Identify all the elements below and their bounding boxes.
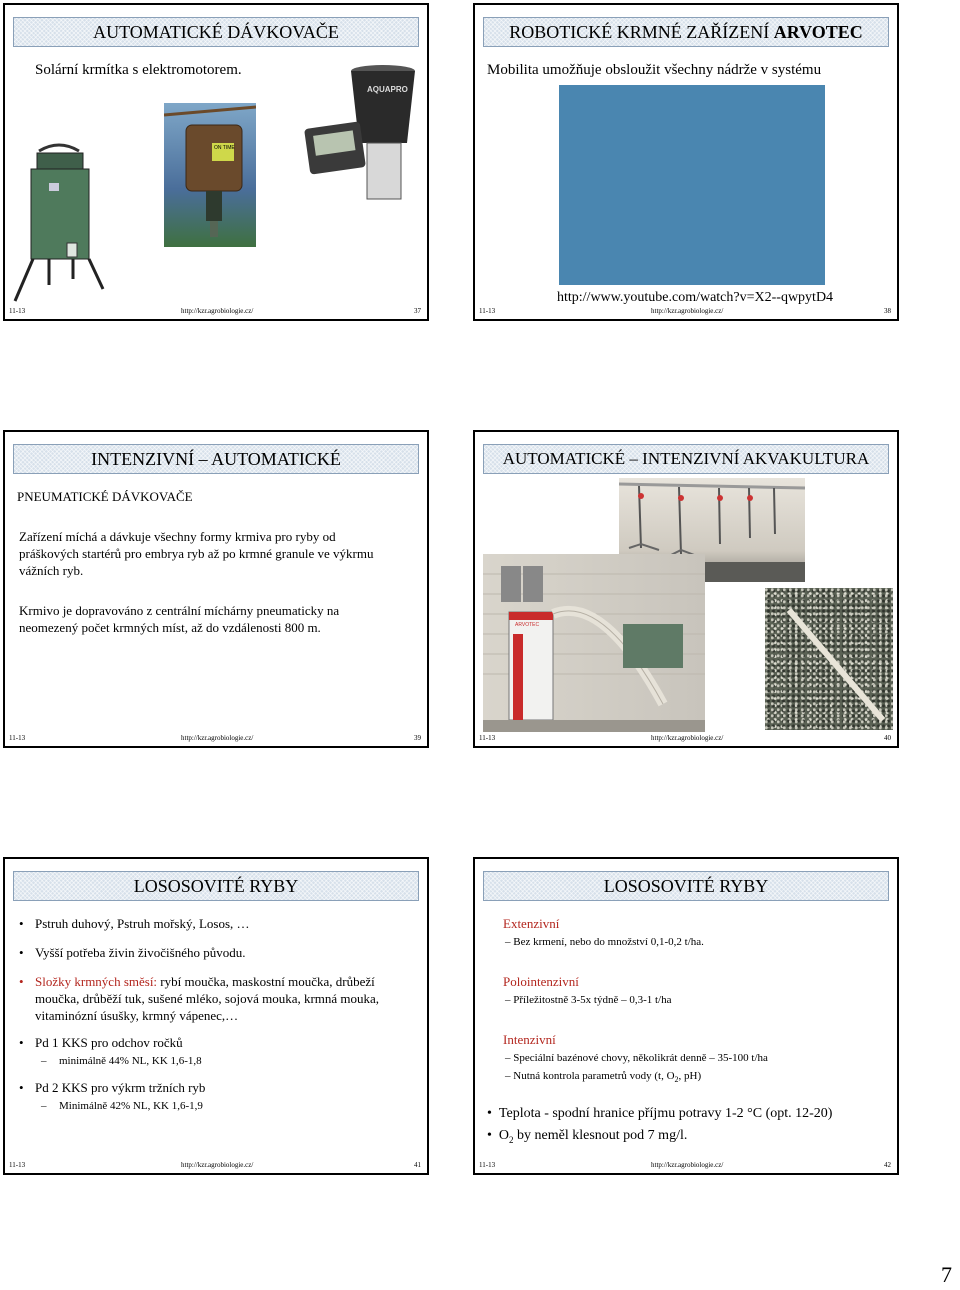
sub-list-item: – Minimálně 42% NL, KK 1,6-1,9 (41, 1100, 203, 1112)
footer-date: 11-13 (9, 734, 26, 742)
list-item: • Pd 2 KKS pro výkrm tržních ryb – Minimálně 42% NL, KK 1,6-1,9 (15, 1079, 421, 1114)
slide-title (483, 17, 889, 47)
section-heading: PNEUMATICKÉ DÁVKOVAČE (17, 489, 193, 504)
footer-url[interactable]: http://kzr.agrobiologie.cz/ (651, 1161, 724, 1169)
bullet-list (15, 915, 421, 1114)
footer-url[interactable]: http://kzr.agrobiologie.cz/ (651, 307, 724, 315)
sub-extenzivni: – Bez krmení, nebo do množství 0,1-0,2 t/ha. (505, 936, 704, 948)
slide-title-brand: ARVOTEC (773, 22, 863, 42)
footer-url[interactable]: http://kzr.agrobiologie.cz/ (181, 307, 254, 315)
slide-title-prefix: ROBOTICKÉ KRMNÉ ZAŘÍZENÍ (509, 22, 774, 42)
slide-number: 41 (414, 1161, 421, 1169)
slide-subtitle: Mobilita umožňuje obsloužit všechny nádrže v systému (487, 62, 822, 78)
footer-date: 11-13 (9, 307, 26, 315)
slide-footer (475, 305, 897, 317)
slide-number: 37 (414, 307, 421, 315)
slide-title: AUTOMATICKÉ – INTENZIVNÍ AKVAKULTURA (483, 444, 889, 474)
slide-39 (3, 430, 429, 748)
device-label-aquapro: AQUAPRO (367, 85, 408, 94)
slide-subtitle: Solární krmítka s elektromotorem. (35, 62, 242, 78)
heading-polointenzivni: Polointenzivní (503, 974, 579, 989)
slide-footer (5, 732, 427, 744)
footer-url[interactable]: http://kzr.agrobiologie.cz/ (651, 734, 724, 742)
sub-intenzivni-1: – Speciální bazénové chovy, několikrát denně – 35-100 t/ha (505, 1052, 768, 1064)
page-number: 7 (941, 1262, 952, 1287)
pneumatic-feeder-photo (483, 554, 705, 732)
slide-38 (473, 3, 899, 321)
slide-number: 42 (884, 1161, 891, 1169)
slide-number: 38 (884, 307, 891, 315)
slide-number: 40 (884, 734, 891, 742)
footer-date: 11-13 (479, 1161, 496, 1169)
list-item: • Pd 1 KKS pro odchov ročků – minimálně 44% NL, KK 1,6-1,8 (15, 1034, 421, 1069)
slide-40 (473, 430, 899, 748)
green-feeder-image (9, 139, 109, 303)
device-label-on-time: ON TIME (214, 145, 235, 151)
heading-extenzivni: Extenzivní (503, 916, 560, 931)
bullet-kyslik: • $O_2$ by neměl klesnout pod 7 mg/l. (487, 1128, 688, 1145)
slide-footer (475, 1159, 897, 1171)
footer-date: 11-13 (479, 307, 496, 315)
slide-footer (475, 732, 897, 744)
video-placeholder[interactable] (559, 85, 825, 285)
video-link[interactable]: http://www.youtube.com/watch?v=X2--qwpytD4 (557, 290, 834, 305)
slide-41 (3, 857, 429, 1175)
paragraph-2: Krmivo je dopravováno z centrální míchárny pneumaticky na neomezený počet krmných míst, až do vzdálenosti 800 m. (19, 603, 340, 635)
slide-title: INTENZIVNÍ – AUTOMATICKÉ (13, 444, 419, 474)
sub-list-item: – minimálně 44% NL, KK 1,6-1,8 (41, 1055, 202, 1067)
list-item: • Pstruh duhový, Pstruh mořský, Losos, … (19, 916, 250, 931)
slide-title: LOSOSOVITÉ RYBY (483, 871, 889, 901)
slide-footer (5, 305, 427, 317)
slide-title: AUTOMATICKÉ DÁVKOVAČE (13, 17, 419, 47)
footer-date: 11-13 (9, 1161, 26, 1169)
list-item: • Složky krmných směsí: rybí moučka, maskostní moučka, drůbeží moučka, drůběží tuk, sušené mléko, sojová mouka, krmná mouka, vitaminózní úsušky, krmný vápenec,… (19, 974, 380, 1023)
paragraph-1: Zařízení míchá a dávkuje všechny formy krmiva pro ryby od práškových startérů pro embrya ryb až po krmné granule ve výkrmu vážních ryb. (19, 529, 374, 578)
sub-polointenzivni: – Příležitostně 3-5x týdně – 0,3-1 t/ha (505, 994, 672, 1006)
slide-number: 39 (414, 734, 421, 742)
footer-url[interactable]: http://kzr.agrobiologie.cz/ (181, 734, 254, 742)
feed-pellets-photo (765, 588, 893, 730)
sub-intenzivni-2: – Nutná kontrola parametrů vody (t, $O_2$, pH) (505, 1070, 702, 1085)
heading-intenzivni: Intenzivní (503, 1032, 556, 1047)
slide-title: LOSOSOVITÉ RYBY (13, 871, 419, 901)
footer-url[interactable]: http://kzr.agrobiologie.cz/ (181, 1161, 254, 1169)
machine-label: ARVOTEC (515, 622, 540, 628)
list-item: • Vyšší potřeba živin živočišného původu. (19, 945, 246, 960)
barrel-feeder-image (164, 103, 256, 247)
footer-date: 11-13 (479, 734, 496, 742)
aquapro-feeder-image (301, 63, 427, 203)
slide-37 (3, 3, 429, 321)
slide-42 (473, 857, 899, 1175)
bullet-teplota: • Teplota - spodní hranice příjmu potravy 1-2 °C (opt. 12-20) (487, 1106, 833, 1121)
slide-footer (5, 1159, 427, 1171)
